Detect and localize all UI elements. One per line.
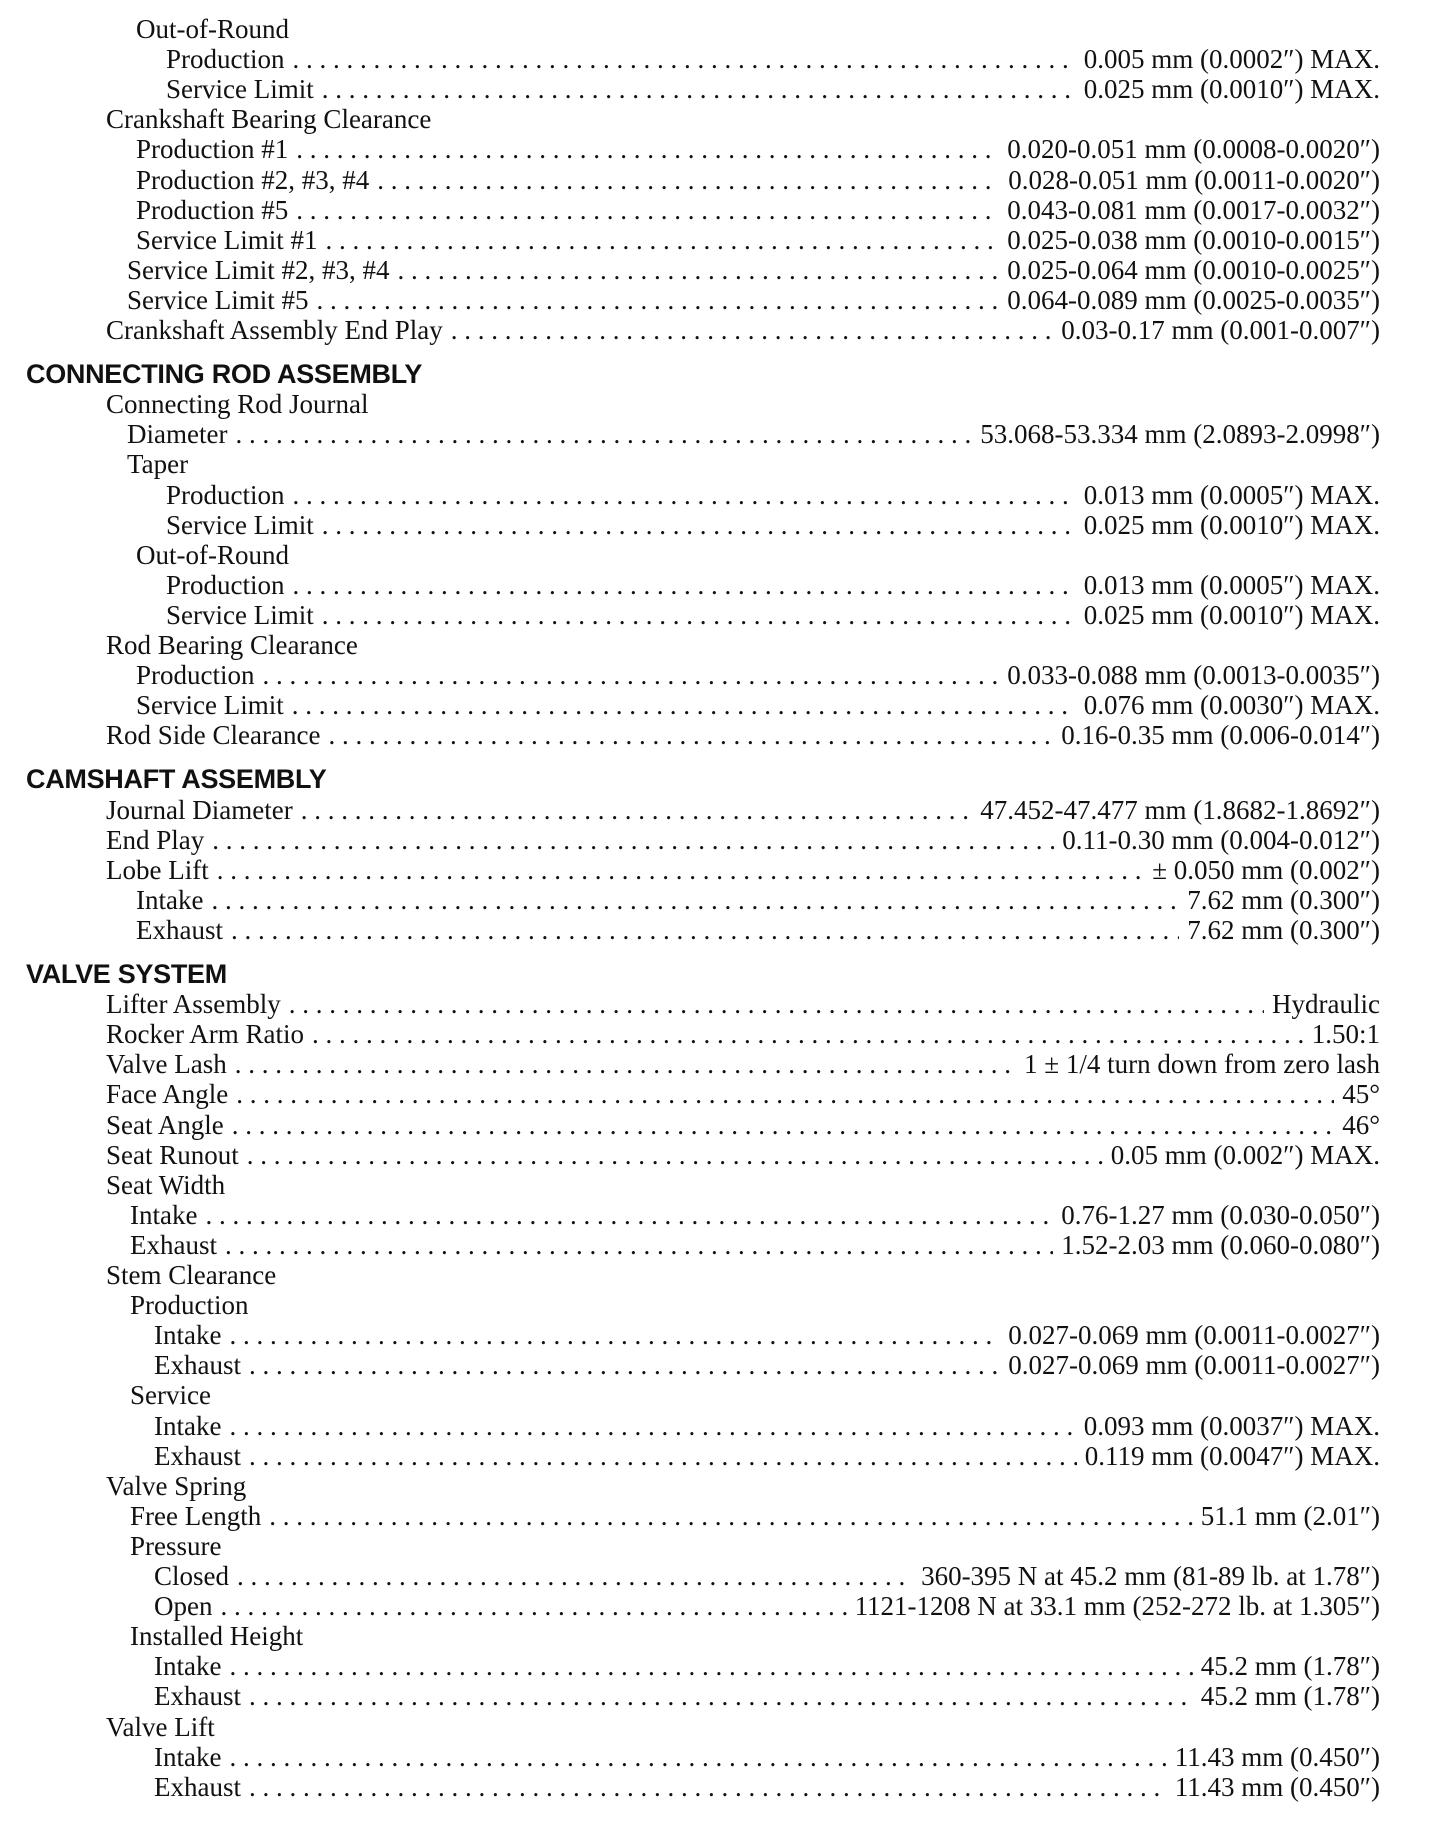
- leader-dots: [325, 225, 999, 255]
- spec-label: Intake: [154, 1410, 222, 1441]
- spec-label: Intake: [154, 1320, 222, 1351]
- spec-label: Exhaust: [154, 1440, 241, 1471]
- spec-value: 1.52-2.03 mm (0.060-0.080″): [1061, 1229, 1380, 1260]
- spec-value: 0.093 mm (0.0037″) MAX.: [1083, 1410, 1380, 1441]
- leader-dots: [235, 419, 972, 449]
- spec-row: [166, 600, 1380, 630]
- spec-row: [166, 74, 1380, 104]
- spec-row: [136, 915, 1380, 945]
- leader-dots: [229, 1651, 1192, 1681]
- leader-dots: [293, 570, 1076, 600]
- spec-value: 1121-1208 N at 33.1 mm (252-272 lb. at 1.305″): [854, 1591, 1380, 1622]
- leader-dots: [289, 989, 1264, 1019]
- spec-value: 0.013 mm (0.0005″) MAX.: [1083, 479, 1380, 510]
- spec-row: [136, 660, 1380, 690]
- leader-dots: [211, 885, 1179, 915]
- spec-row: [154, 1411, 1380, 1441]
- spec-value: 46°: [1342, 1109, 1380, 1140]
- spec-value: 0.027-0.069 mm (0.0011-0.0027″): [1008, 1350, 1380, 1381]
- group-label: Out-of-Round: [136, 539, 289, 570]
- spec-value: 0.11-0.30 mm (0.004-0.012″): [1062, 824, 1380, 855]
- spec-label: Service Limit: [136, 690, 284, 721]
- spec-row: [136, 134, 1380, 164]
- spec-value: 0.05 mm (0.002″) MAX.: [1110, 1139, 1380, 1170]
- spec-label: End Play: [106, 824, 205, 855]
- leader-dots: [322, 74, 1076, 104]
- section-header: CAMSHAFT ASSEMBLY: [26, 764, 327, 795]
- spec-row: [136, 225, 1380, 255]
- spec-label: Production #5: [136, 194, 289, 225]
- spec-row: [154, 1591, 1380, 1621]
- spec-row: [106, 1019, 1380, 1049]
- spec-row: [106, 315, 1380, 345]
- spec-row: [106, 1049, 1380, 1079]
- spec-row: [154, 1651, 1380, 1681]
- leader-dots: [312, 1019, 1304, 1049]
- leader-dots: [236, 1079, 1334, 1109]
- spec-row: [154, 1350, 1380, 1380]
- leader-dots: [377, 165, 1000, 195]
- spec-value: 51.1 mm (2.01″): [1200, 1500, 1380, 1531]
- spec-label: Intake: [130, 1199, 198, 1230]
- spec-row: [154, 1681, 1380, 1711]
- spec-label: Intake: [154, 1741, 222, 1772]
- spec-label: Valve Lash: [106, 1049, 227, 1080]
- spec-value: 0.16-0.35 mm (0.006-0.014″): [1061, 720, 1380, 751]
- spec-value: 0.043-0.081 mm (0.0017-0.0032″): [1007, 194, 1380, 225]
- leader-dots: [229, 1320, 1000, 1350]
- spec-value: 0.025 mm (0.0010″) MAX.: [1083, 599, 1380, 630]
- spec-label: Production: [166, 479, 285, 510]
- leader-dots: [296, 134, 999, 164]
- spec-value: 1.50:1: [1311, 1019, 1380, 1050]
- spec-label: Exhaust: [136, 914, 223, 945]
- leader-dots: [249, 1441, 1077, 1471]
- spec-value: 45.2 mm (1.78″): [1200, 1681, 1380, 1712]
- spec-label: Rocker Arm Ratio: [106, 1019, 304, 1050]
- spec-value: 0.076 mm (0.0030″) MAX.: [1083, 690, 1380, 721]
- group-label: Installed Height: [130, 1621, 304, 1652]
- spec-row: [136, 195, 1380, 225]
- spec-row: [127, 255, 1380, 285]
- leader-dots: [292, 690, 1076, 720]
- spec-label: Service Limit: [166, 509, 314, 540]
- spec-row: [106, 855, 1380, 885]
- spec-row: [127, 285, 1380, 315]
- spec-label: Diameter: [127, 419, 228, 450]
- spec-value: 0.025 mm (0.0010″) MAX.: [1083, 509, 1380, 540]
- group-label: Rod Bearing Clearance: [106, 630, 358, 660]
- leader-dots: [220, 1591, 846, 1621]
- spec-row: [136, 885, 1380, 915]
- leader-dots: [293, 44, 1076, 74]
- spec-label: Exhaust: [154, 1681, 241, 1712]
- spec-value: 11.43 mm (0.450″): [1174, 1741, 1380, 1772]
- spec-row: [130, 1501, 1380, 1531]
- leader-dots: [451, 315, 1054, 345]
- spec-label: Crankshaft Assembly End Play: [106, 315, 443, 345]
- group-label: Valve Spring: [106, 1470, 247, 1501]
- spec-label: Open: [154, 1591, 213, 1622]
- spec-row: [166, 480, 1380, 510]
- spec-row: [106, 795, 1380, 825]
- leader-dots: [322, 600, 1076, 630]
- group-label: Taper: [127, 449, 189, 480]
- leader-dots: [217, 855, 1144, 885]
- spec-value: 45.2 mm (1.78″): [1200, 1651, 1380, 1682]
- spec-value: ± 0.050 mm (0.002″): [1152, 854, 1380, 885]
- leader-dots: [229, 1411, 1075, 1441]
- spec-value: 0.025-0.038 mm (0.0010-0.0015″): [1007, 224, 1380, 255]
- spec-label: Service Limit: [166, 599, 314, 630]
- spec-value: Hydraulic: [1272, 989, 1380, 1020]
- spec-label: Lifter Assembly: [106, 989, 281, 1020]
- spec-row: [106, 989, 1380, 1019]
- spec-value: 0.03-0.17 mm (0.001-0.007″): [1061, 315, 1380, 345]
- spec-value: 0.025-0.064 mm (0.0010-0.0025″): [1007, 254, 1380, 285]
- spec-label: Exhaust: [130, 1229, 217, 1260]
- spec-row: [136, 165, 1380, 195]
- leader-dots: [296, 195, 999, 225]
- leader-dots: [225, 1230, 1053, 1260]
- leader-dots: [249, 1772, 1167, 1802]
- spec-value: 0.013 mm (0.0005″) MAX.: [1083, 569, 1380, 600]
- spec-label: Production #1: [136, 134, 289, 165]
- spec-document: [0, 14, 1456, 1824]
- group-label: Connecting Rod Journal: [106, 389, 369, 420]
- leader-dots: [322, 510, 1076, 540]
- spec-label: Exhaust: [154, 1771, 241, 1802]
- spec-row: [154, 1561, 1380, 1591]
- spec-value: 0.119 mm (0.0047″) MAX.: [1084, 1440, 1380, 1471]
- spec-row: [106, 1079, 1380, 1109]
- spec-value: 53.068-53.334 mm (2.0893-2.0998″): [980, 419, 1380, 450]
- spec-row: [154, 1742, 1380, 1772]
- spec-value: 47.452-47.477 mm (1.8682-1.8692″): [980, 794, 1380, 825]
- leader-dots: [237, 1561, 913, 1591]
- spec-value: 0.028-0.051 mm (0.0011-0.0020″): [1008, 164, 1380, 195]
- spec-value: 1 ± 1/4 turn down from zero lash: [1024, 1049, 1380, 1080]
- leader-dots: [328, 720, 1053, 750]
- spec-row: [166, 570, 1380, 600]
- spec-label: Lobe Lift: [106, 854, 209, 885]
- spec-label: Journal Diameter: [106, 794, 293, 825]
- spec-value: 7.62 mm (0.300″): [1187, 914, 1380, 945]
- spec-value: 0.025 mm (0.0010″) MAX.: [1083, 74, 1380, 105]
- spec-label: Exhaust: [154, 1350, 241, 1381]
- leader-dots: [235, 1049, 1016, 1079]
- leader-dots: [232, 1110, 1334, 1140]
- group-label: Stem Clearance: [106, 1260, 277, 1290]
- spec-row: [154, 1320, 1380, 1350]
- spec-label: Service Limit #2, #3, #4: [127, 254, 390, 285]
- leader-dots: [263, 660, 1000, 690]
- section-header: CONNECTING ROD ASSEMBLY: [26, 359, 423, 390]
- spec-value: 0.033-0.088 mm (0.0013-0.0035″): [1007, 660, 1380, 691]
- spec-label: Service Limit #1: [136, 224, 318, 255]
- spec-value: 0.76-1.27 mm (0.030-0.050″): [1061, 1199, 1380, 1230]
- spec-label: Rod Side Clearance: [106, 720, 321, 751]
- section-header: VALVE SYSTEM: [26, 959, 227, 989]
- group-label: Production: [130, 1290, 249, 1321]
- spec-row: [154, 1441, 1380, 1471]
- spec-row: [130, 1200, 1380, 1230]
- spec-value: 45°: [1342, 1079, 1380, 1110]
- spec-label: Intake: [154, 1651, 222, 1682]
- spec-value: 0.020-0.051 mm (0.0008-0.0020″): [1007, 134, 1380, 165]
- leader-dots: [231, 915, 1179, 945]
- spec-label: Intake: [136, 884, 204, 915]
- spec-label: Production: [166, 569, 285, 600]
- spec-row: [166, 510, 1380, 540]
- spec-label: Closed: [154, 1561, 230, 1591]
- spec-label: Production #2, #3, #4: [136, 164, 370, 195]
- spec-row: [127, 419, 1380, 449]
- group-label: Crankshaft Bearing Clearance: [106, 104, 432, 135]
- spec-label: Production: [166, 44, 285, 75]
- spec-row: [154, 1772, 1380, 1802]
- leader-dots: [293, 480, 1076, 510]
- spec-value: 0.027-0.069 mm (0.0011-0.0027″): [1008, 1320, 1380, 1351]
- spec-label: Service Limit #5: [127, 284, 309, 315]
- spec-row: [106, 1140, 1380, 1170]
- leader-dots: [229, 1742, 1166, 1772]
- leader-dots: [397, 255, 999, 285]
- spec-label: Production: [136, 660, 255, 691]
- spec-row: [106, 825, 1380, 855]
- group-label: Service: [130, 1380, 211, 1411]
- leader-dots: [301, 795, 973, 825]
- spec-row: [136, 690, 1380, 720]
- leader-dots: [249, 1350, 1000, 1380]
- spec-value: 11.43 mm (0.450″): [1174, 1771, 1380, 1802]
- spec-label: Seat Runout: [106, 1139, 239, 1170]
- spec-row: [106, 720, 1380, 750]
- spec-row: [166, 44, 1380, 74]
- group-label: Seat Width: [106, 1169, 226, 1200]
- spec-label: Seat Angle: [106, 1109, 224, 1140]
- spec-value: 0.005 mm (0.0002″) MAX.: [1083, 44, 1380, 75]
- spec-label: Free Length: [130, 1500, 262, 1531]
- group-label: Pressure: [130, 1530, 222, 1561]
- leader-dots: [205, 1200, 1053, 1230]
- leader-dots: [212, 825, 1054, 855]
- group-label: Valve Lift: [106, 1711, 215, 1742]
- spec-label: Service Limit: [166, 74, 314, 105]
- leader-dots: [316, 285, 999, 315]
- leader-dots: [249, 1681, 1193, 1711]
- spec-value: 0.064-0.089 mm (0.0025-0.0035″): [1007, 284, 1380, 315]
- leader-dots: [247, 1140, 1103, 1170]
- group-label: Out-of-Round: [136, 14, 289, 44]
- leader-dots: [269, 1501, 1193, 1531]
- spec-row: [130, 1230, 1380, 1260]
- spec-label: Face Angle: [106, 1079, 229, 1110]
- spec-value: 360-395 N at 45.2 mm (81-89 lb. at 1.78″): [921, 1561, 1380, 1591]
- spec-row: [106, 1110, 1380, 1140]
- spec-value: 7.62 mm (0.300″): [1187, 884, 1380, 915]
